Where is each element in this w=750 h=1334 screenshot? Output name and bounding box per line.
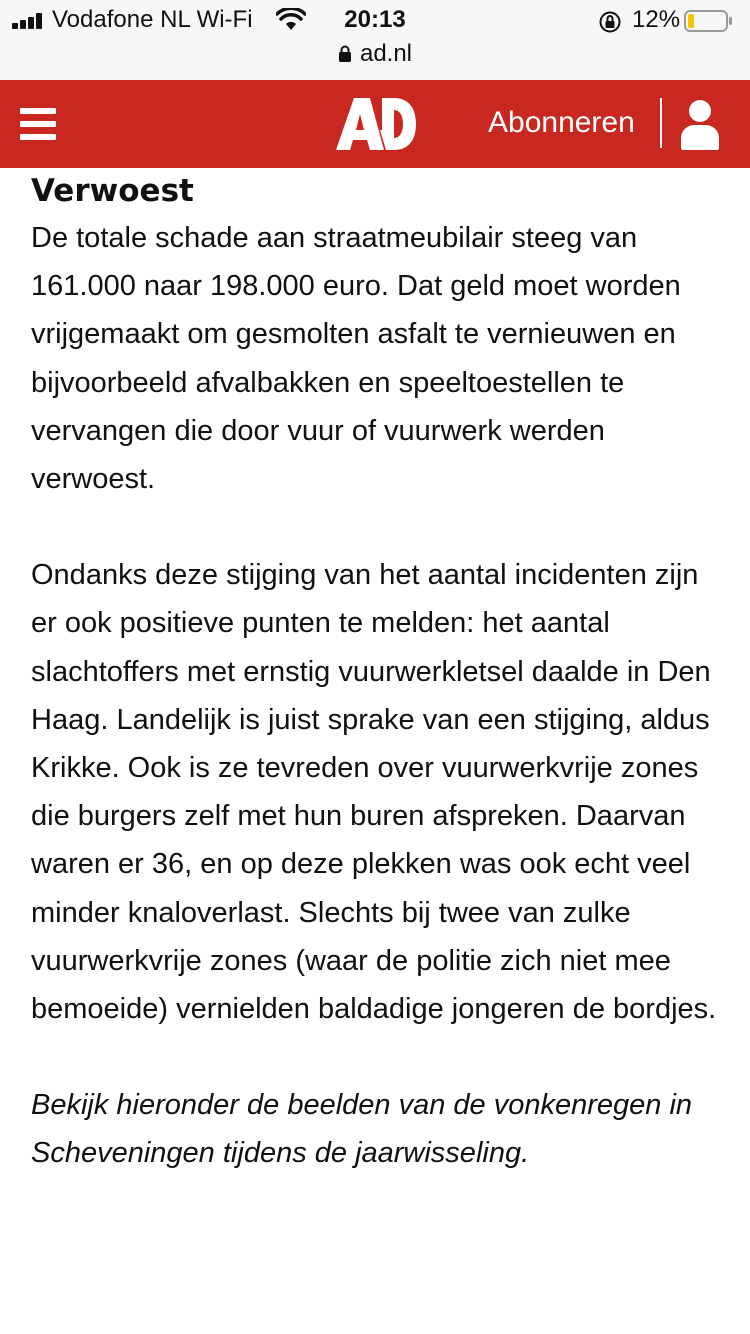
subscribe-button[interactable]: Abonneren (488, 106, 635, 139)
status-bar (0, 0, 750, 81)
user-account-icon[interactable] (680, 98, 720, 150)
article-paragraph: De totale schade aan straatmeubilair steeg van 161.000 naar 198.000 euro. Dat geld moet worden vrijgemaakt om gesmolten asfalt te vernieuwen en bijvoorbeeld afvalbakken en speeltoestellen te vervangen die door vuur of vuurwerk werden verwoest. (31, 222, 681, 496)
hamburger-menu-icon[interactable] (20, 108, 56, 140)
clock: 20:13 (344, 6, 406, 33)
rotation-lock-icon (598, 10, 622, 34)
address-bar[interactable] (0, 40, 750, 68)
url-text: ad.nl (359, 40, 413, 67)
battery-icon (684, 10, 732, 32)
battery-percentage: 12% (632, 6, 681, 33)
header-divider (660, 98, 662, 148)
article-paragraph: Ondanks deze stijging van het aantal incidenten zijn er ook positieve punten te melden: het aantal slachtoffers met ernstig vuurwerkletsel daalde in Den Haag. Landelijk is juist sprake van een stijging, aldus Krikke. Ook is ze tevreden over vuurwerkvrije zones die burgers zelf met hun buren afspreken. Daarvan waren er 36, en op deze plekken was ook echt veel minder knaloverlast. Slechts bij twee van zulke vuurwerkvrije zones (waar de politie zich niet mee bemoeide) vernielden baldadige jongeren de bordjes. (31, 559, 717, 1026)
article-subheading: Verwoest (31, 173, 194, 209)
padlock-icon (338, 45, 352, 63)
article-body (31, 168, 731, 1178)
ad-logo[interactable] (336, 96, 416, 152)
article-video-intro: Bekijk hieronder de beelden van de vonkenregen in Scheveningen tijdens de jaarwisseling. (31, 1089, 693, 1170)
site-header (0, 80, 750, 168)
carrier-name: Vodafone NL Wi-Fi (52, 6, 253, 33)
